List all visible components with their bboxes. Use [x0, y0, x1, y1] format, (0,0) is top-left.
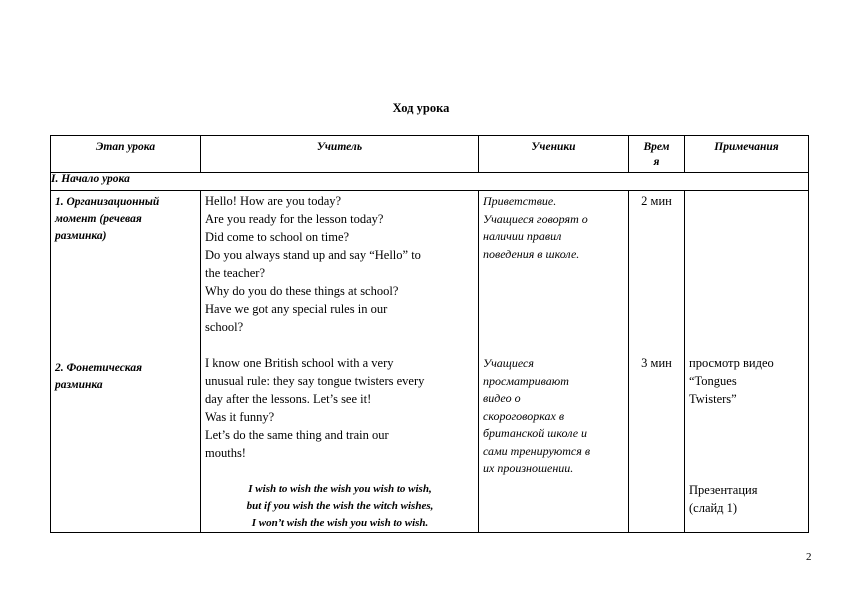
time-1: 2 мин	[641, 194, 672, 208]
pupils-text-2: Учащиеся просматривают видео о скороговорках в британской школе и сами тренируются в их произношении.	[483, 356, 591, 475]
pupils-cell	[479, 191, 629, 533]
time-2: 3 мин	[641, 356, 672, 370]
section-title: I. Начало урока	[51, 173, 809, 191]
page-title: Ход урока	[392, 101, 450, 115]
stage-cell	[51, 191, 201, 533]
teacher-text-1: Hello! How are you today? Are you ready for the lesson today? Did come to school on time? Do you always stand up and say “Hello” to the teacher? Why do you do these things at school? Have we got any special rules in our school?	[205, 194, 421, 334]
teacher-cell	[201, 191, 479, 533]
tongue-twister: I wish to wish the wish you wish to wish, but if you wish the wish the witch wishes, I won’t wish the wish you wish to wish.	[246, 483, 434, 529]
page-number: 2	[806, 551, 812, 563]
header-notes: Примечания	[685, 136, 809, 173]
section-row	[51, 173, 809, 191]
header-stage: Этап урока	[51, 136, 201, 173]
lesson-table	[50, 135, 809, 533]
pupils-text-1: Приветствие. Учащиеся говорят о наличии правил поведения в школе.	[483, 194, 588, 261]
stage-1: 1. Организационный момент (речевая разминка)	[55, 196, 160, 242]
header-time: Врем я	[629, 136, 685, 173]
time-cell	[629, 191, 685, 533]
table-header-row	[51, 136, 809, 173]
table-row	[51, 191, 809, 533]
header-pupils: Ученики	[479, 136, 629, 173]
notes-cell	[685, 191, 809, 533]
header-teacher: Учитель	[201, 136, 479, 173]
teacher-text-2: I know one British school with a very unusual rule: they say tongue twisters every day after the lessons. Let’s see it! Was it funny? Let’s do the same thing and train our mouths!	[205, 356, 425, 460]
stage-2: 2. Фонетическая разминка	[55, 362, 143, 391]
notes-presentation: Презентация (слайд 1)	[689, 483, 758, 515]
notes-video: просмотр видео “Tongues Twisters”	[689, 356, 774, 406]
